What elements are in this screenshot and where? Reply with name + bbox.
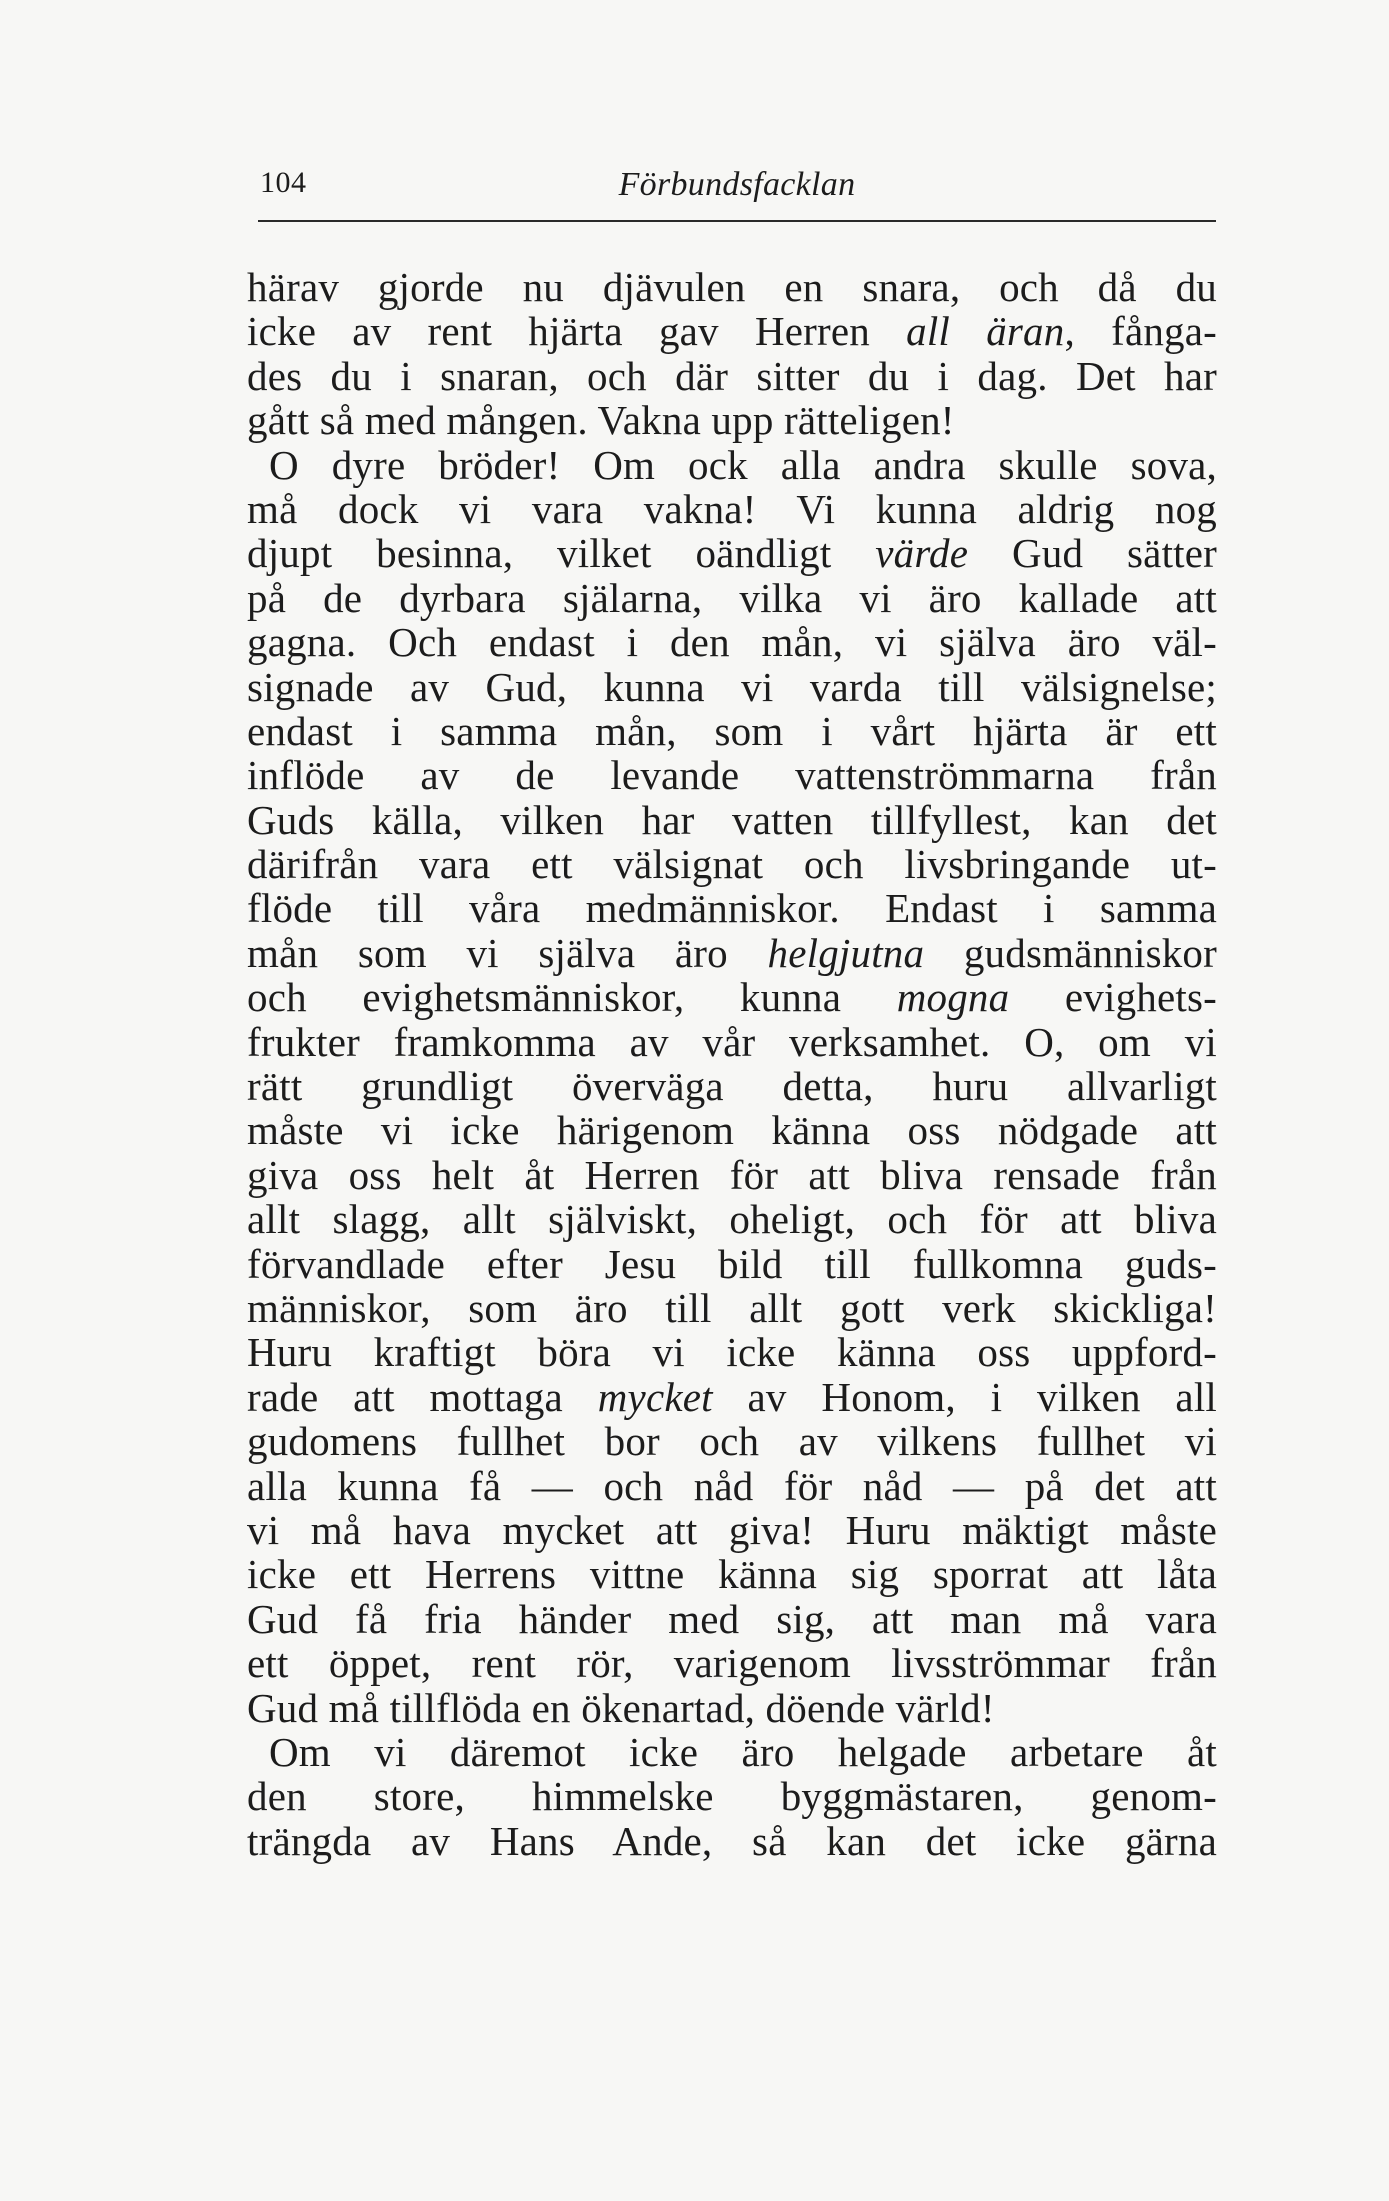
text-line (247, 1464, 1217, 1508)
text-line (247, 886, 1217, 930)
text-segment: den store, himmelske byggmästaren, genom- (247, 1773, 1217, 1820)
text-segment: därifrån vara ett välsignat och livsbringande ut- (247, 841, 1217, 888)
text-segment: gudomens fullhet bor och av vilkens fullhet vi (247, 1418, 1217, 1465)
text-line (247, 309, 1217, 353)
text-line (247, 1774, 1217, 1818)
text-segment: Gud må tillflöda en ökenartad, döende värld! (247, 1684, 995, 1731)
text-segment: , fånga- (1064, 308, 1217, 355)
text-segment: mån som vi själva äro (247, 929, 768, 976)
text-segment: flöde till våra medmänniskor. Endast i samma (247, 885, 1217, 932)
text-line (247, 1419, 1217, 1463)
emphasis-text: helgjutna (767, 929, 925, 976)
text-line (247, 798, 1217, 842)
text-segment: gått så med mången. Vakna upp rätteligen! (247, 397, 955, 444)
text-segment: inflöde av de levande vattenströmmarna från (247, 752, 1217, 799)
text-line (247, 265, 1217, 309)
text-segment: förvandlade efter Jesu bild till fullkomna guds- (247, 1240, 1217, 1287)
running-title: Förbundsfacklan (618, 166, 856, 203)
emphasis-text: värde (875, 530, 969, 577)
text-line (247, 1552, 1217, 1596)
text-line (247, 1375, 1217, 1419)
text-segment: gudsmänniskor (924, 929, 1217, 976)
text-segment: Om vi däremot icke äro helgade arbetare åt (269, 1728, 1217, 1775)
page-header (258, 160, 1216, 222)
text-segment: giva oss helt åt Herren för att bliva rensade från (247, 1151, 1217, 1198)
text-line (247, 1197, 1217, 1241)
emphasis-text: mogna (896, 974, 1010, 1021)
text-segment: människor, som äro till allt gott verk skickliga! (247, 1284, 1217, 1331)
text-segment: endast i samma mån, som i vårt hjärta är ett (247, 707, 1217, 754)
text-line (247, 487, 1217, 531)
text-segment: Guds källa, vilken har vatten tillfyllest, kan det (247, 796, 1217, 843)
text-segment: må dock vi vara vakna! Vi kunna aldrig nog (247, 485, 1217, 532)
text-segment: rade att mottaga (247, 1373, 598, 1420)
text-segment: gagna. Och endast i den mån, vi själva äro väl- (247, 619, 1217, 666)
text-line (247, 709, 1217, 753)
text-line (247, 1286, 1217, 1330)
text-segment: des du i snaran, och där sitter du i dag. Det har (247, 352, 1217, 399)
text-line (247, 1641, 1217, 1685)
text-line (247, 1686, 1217, 1730)
text-segment: härav gjorde nu djävulen en snara, och då du (247, 264, 1217, 310)
text-line (247, 1330, 1217, 1374)
text-line (247, 398, 1217, 442)
text-line (247, 1242, 1217, 1286)
text-line (247, 531, 1217, 575)
text-segment: Gud få fria händer med sig, att man må vara (247, 1595, 1217, 1642)
text-line (247, 753, 1217, 797)
text-segment: icke av rent hjärta gav Herren (247, 308, 907, 355)
page-number: 104 (260, 166, 307, 199)
text-line (247, 1597, 1217, 1641)
text-line (247, 1020, 1217, 1064)
text-line (247, 931, 1217, 975)
text-segment: signade av Gud, kunna vi varda till välsignelse; (247, 663, 1217, 710)
text-line (247, 443, 1217, 487)
text-segment: icke ett Herrens vittne känna sig sporrat att låta (247, 1551, 1217, 1598)
text-segment: allt slagg, allt själviskt, oheligt, och för att bliva (247, 1196, 1217, 1243)
text-line (247, 1819, 1217, 1863)
text-line (247, 1508, 1217, 1552)
text-line (247, 1730, 1217, 1774)
text-line (247, 1064, 1217, 1108)
text-segment: måste vi icke härigenom känna oss nödgade att (247, 1107, 1217, 1154)
text-segment: O dyre bröder! Om ock alla andra skulle sova, (269, 441, 1217, 488)
text-segment: alla kunna få — och nåd för nåd — på det att (247, 1462, 1217, 1509)
text-line (247, 1153, 1217, 1197)
emphasis-text: mycket (597, 1373, 713, 1420)
text-segment: rätt grundligt överväga detta, huru allvarligt (247, 1063, 1217, 1110)
text-segment: evighets- (1009, 974, 1217, 1021)
text-line (247, 1108, 1217, 1152)
text-segment: frukter framkomma av vår verksamhet. O, om vi (247, 1018, 1217, 1065)
text-segment: djupt besinna, vilket oändligt (247, 530, 876, 577)
body-text (247, 265, 1217, 1863)
text-line (247, 842, 1217, 886)
text-segment: vi må hava mycket att giva! Huru mäktigt måste (247, 1506, 1217, 1553)
emphasis-text: all äran (906, 308, 1065, 355)
text-line (247, 576, 1217, 620)
text-line (247, 620, 1217, 664)
text-segment: av Honom, i vilken all (712, 1373, 1218, 1420)
text-line (247, 354, 1217, 398)
text-line (247, 975, 1217, 1019)
text-segment: på de dyrbara själarna, vilka vi äro kallade att (247, 574, 1217, 621)
text-segment: och evighetsmänniskor, kunna (247, 974, 897, 1021)
text-line (247, 665, 1217, 709)
text-segment: trängda av Hans Ande, så kan det icke gärna (247, 1817, 1217, 1864)
text-segment: ett öppet, rent rör, varigenom livsströmmar från (247, 1640, 1217, 1687)
text-segment: Huru kraftigt böra vi icke känna oss uppford- (247, 1329, 1217, 1376)
text-segment: Gud sätter (968, 530, 1217, 577)
